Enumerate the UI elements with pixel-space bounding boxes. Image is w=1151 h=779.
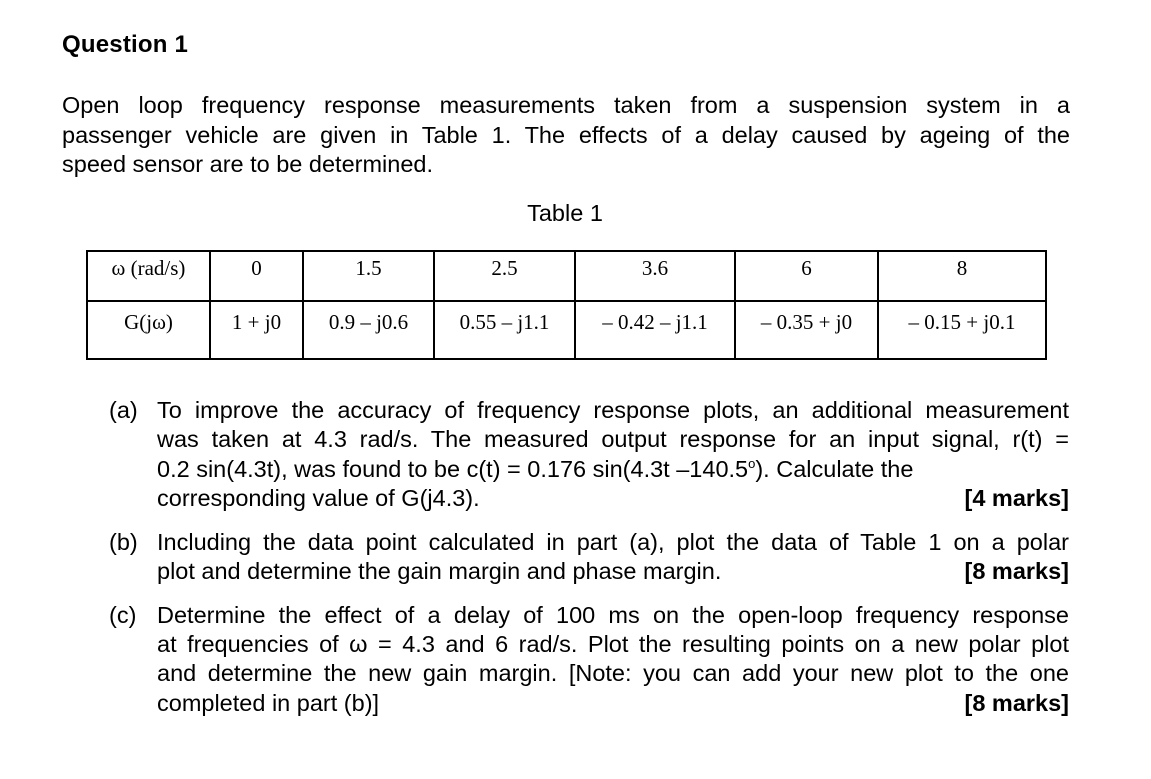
part-line [157,455,1069,484]
table-cell: 0.55 – j1.1 [434,301,575,359]
part-label: (b) [109,529,138,556]
part-line: was taken at 4.3 rad/s. The measured output response for an input signal, r(t) = [157,426,1069,453]
question-title: Question 1 [62,31,189,58]
table-cell: – 0.35 + j0 [735,301,878,359]
intro-line: passenger vehicle are given in Table 1. The effects of a delay caused by ageing of the [62,121,1070,148]
table-cell: 0.9 – j0.6 [303,301,434,359]
table-row-omega [87,251,1046,301]
intro-line: Open loop frequency response measurements taken from a suspension system in a [62,92,1070,118]
table-cell: – 0.42 – j1.1 [575,301,735,359]
part-line: Including the data point calculated in part (a), plot the data of Table 1 on a polar [157,529,1069,556]
table-cell: 1.5 [303,251,434,301]
part-line-text: corresponding value of G(j4.3). [157,484,480,511]
table-cell: 2.5 [434,251,575,301]
part-line-text: plot and determine the gain margin and phase margin. [157,558,722,585]
frequency-response-table [86,250,1047,360]
question-intro [62,91,1070,180]
part-label: (c) [109,601,137,628]
part-line [157,557,1069,586]
intro-line: speed sensor are to be determined. [62,151,434,177]
part-c [109,601,1069,718]
table-cell: 0 [210,251,303,301]
part-line-text: 0.2 sin(4.3t), was found to be c(t) = 0.176 sin(4.3t –140.5$^o$). Calculate the [157,455,914,482]
part-line: To improve the accuracy of frequency response plots, an additional measurement [157,397,1069,423]
part-line: and determine the new gain margin. [Note: you can add your new plot to the one [157,660,1069,687]
part-label: (a) [109,397,138,423]
marks-badge: [8 marks] [964,558,1069,585]
part-line: at frequencies of ω = 4.3 and 6 rad/s. Plot the resulting points on a new polar plot [157,631,1069,658]
table-row-g [87,301,1046,359]
marks-badge: [4 marks] [964,484,1069,511]
table-row-header: ω (rad/s) [87,251,210,301]
part-b [109,528,1069,587]
table-caption: Table 1 [527,200,603,226]
table-row-header: G(jω) [87,301,210,359]
part-line [157,484,1069,513]
degree-symbol: o [748,455,756,471]
part-line [157,689,1069,718]
table-cell: 6 [735,251,878,301]
marks-badge: [8 marks] [964,689,1069,716]
part-line: Determine the effect of a delay of 100 ms on the open-loop frequency response [157,601,1069,628]
table-cell: 1 + j0 [210,301,303,359]
table-cell: 3.6 [575,251,735,301]
table-cell: – 0.15 + j0.1 [878,301,1046,359]
part-line-text: completed in part (b)] [157,689,380,716]
question-parts [109,396,1069,718]
part-a [109,396,1069,513]
table-cell: 8 [878,251,1046,301]
